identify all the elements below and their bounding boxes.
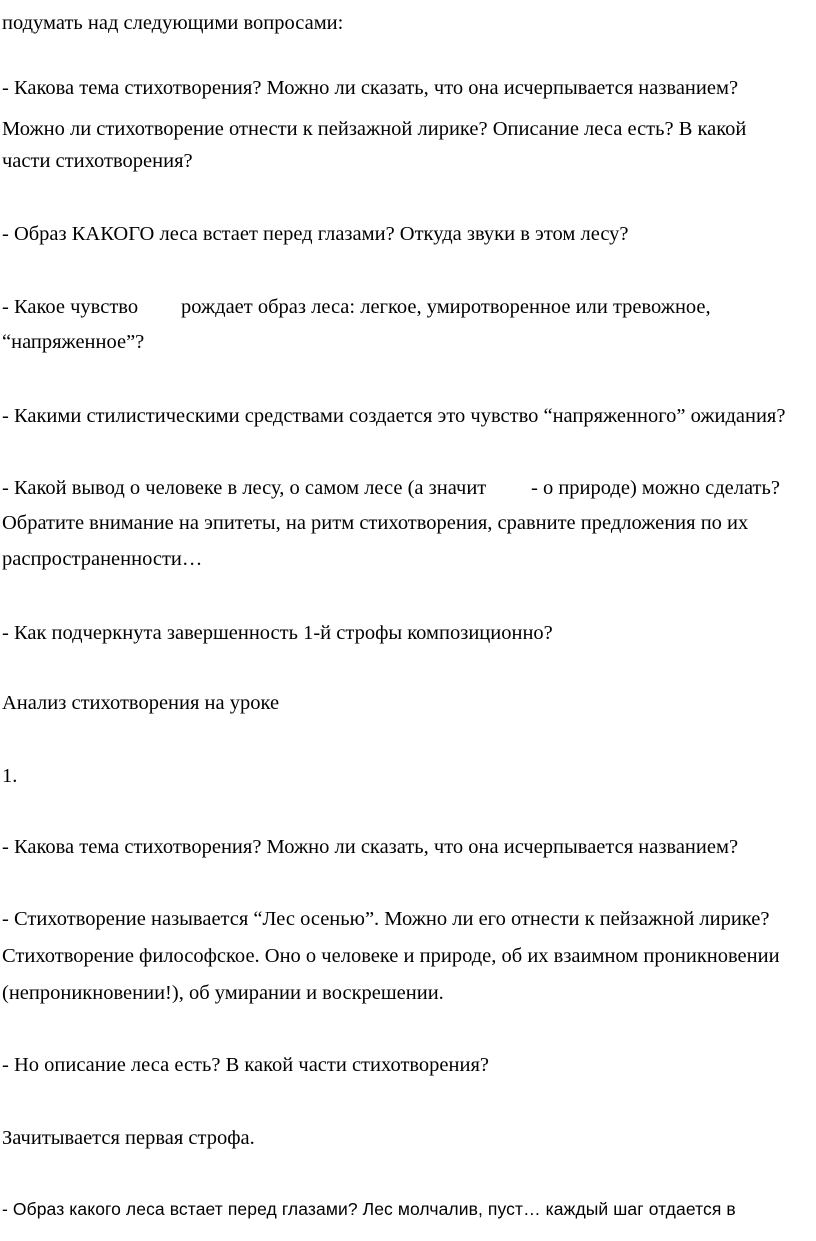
- section-number: 1.: [2, 765, 18, 787]
- lesson-forest-image-line: - Образ какого леса встает перед глазами? Лес молчалив, пуст… каждый шаг отдается в: [2, 1199, 736, 1219]
- question-feeling-rest: рождает образ леса: легкое, умиротворенное или тревожное,: [181, 296, 711, 318]
- lesson-question-theme: - Какова тема стихотворения? Можно ли сказать, что она исчерпывается названием?: [2, 836, 739, 858]
- lesson-poem-title-line: - Стихотворение называется “Лес осенью”. Можно ли его отнести к пейзажной лирике?: [2, 908, 770, 930]
- question-forest-image-line: - Образ КАКОГО леса встает перед глазами? Откуда звуки в этом лесу?: [2, 223, 629, 245]
- question-landscape-line: Можно ли стихотворение отнести к пейзажной лирике? Описание леса есть? В какой: [2, 118, 747, 140]
- intro-line: подумать над следующими вопросами:: [2, 12, 344, 34]
- question-conclusion-rest: - о природе) можно сделать?: [531, 477, 780, 499]
- section-heading: Анализ стихотворения на уроке: [2, 692, 280, 714]
- question-feeling-continuation: “напряженное”?: [2, 331, 145, 353]
- lesson-philosophical-line: Стихотворение философское. Оно о человеке и природе, об их взаимном проникновении: [2, 945, 780, 967]
- attention-continuation: распространенности…: [2, 548, 203, 570]
- attention-line: Обратите внимание на эпитеты, на ритм стихотворения, сравните предложения по их: [2, 512, 749, 534]
- question-feeling-start: - Какое чувство: [2, 296, 139, 318]
- lesson-first-stanza-line: Зачитывается первая строфа.: [2, 1127, 255, 1149]
- question-theme-line: - Какова тема стихотворения? Можно ли сказать, что она исчерпывается названием?: [2, 77, 739, 99]
- lesson-philosophical-continuation: (непроникновении!), об умирании и воскрешении.: [2, 982, 444, 1004]
- question-conclusion-start: - Какой вывод о человеке в лесу, о самом лесе (а значит: [2, 477, 487, 499]
- question-completeness-line: - Как подчеркнута завершенность 1-й строфы композиционно?: [2, 622, 553, 644]
- question-stylistic-means-line: - Какими стилистическими средствами создается это чувство “напряженного” ожидания?: [2, 405, 786, 427]
- lesson-question-description: - Но описание леса есть? В какой части стихотворения?: [2, 1054, 490, 1076]
- question-part-line: части стихотворения?: [2, 150, 193, 172]
